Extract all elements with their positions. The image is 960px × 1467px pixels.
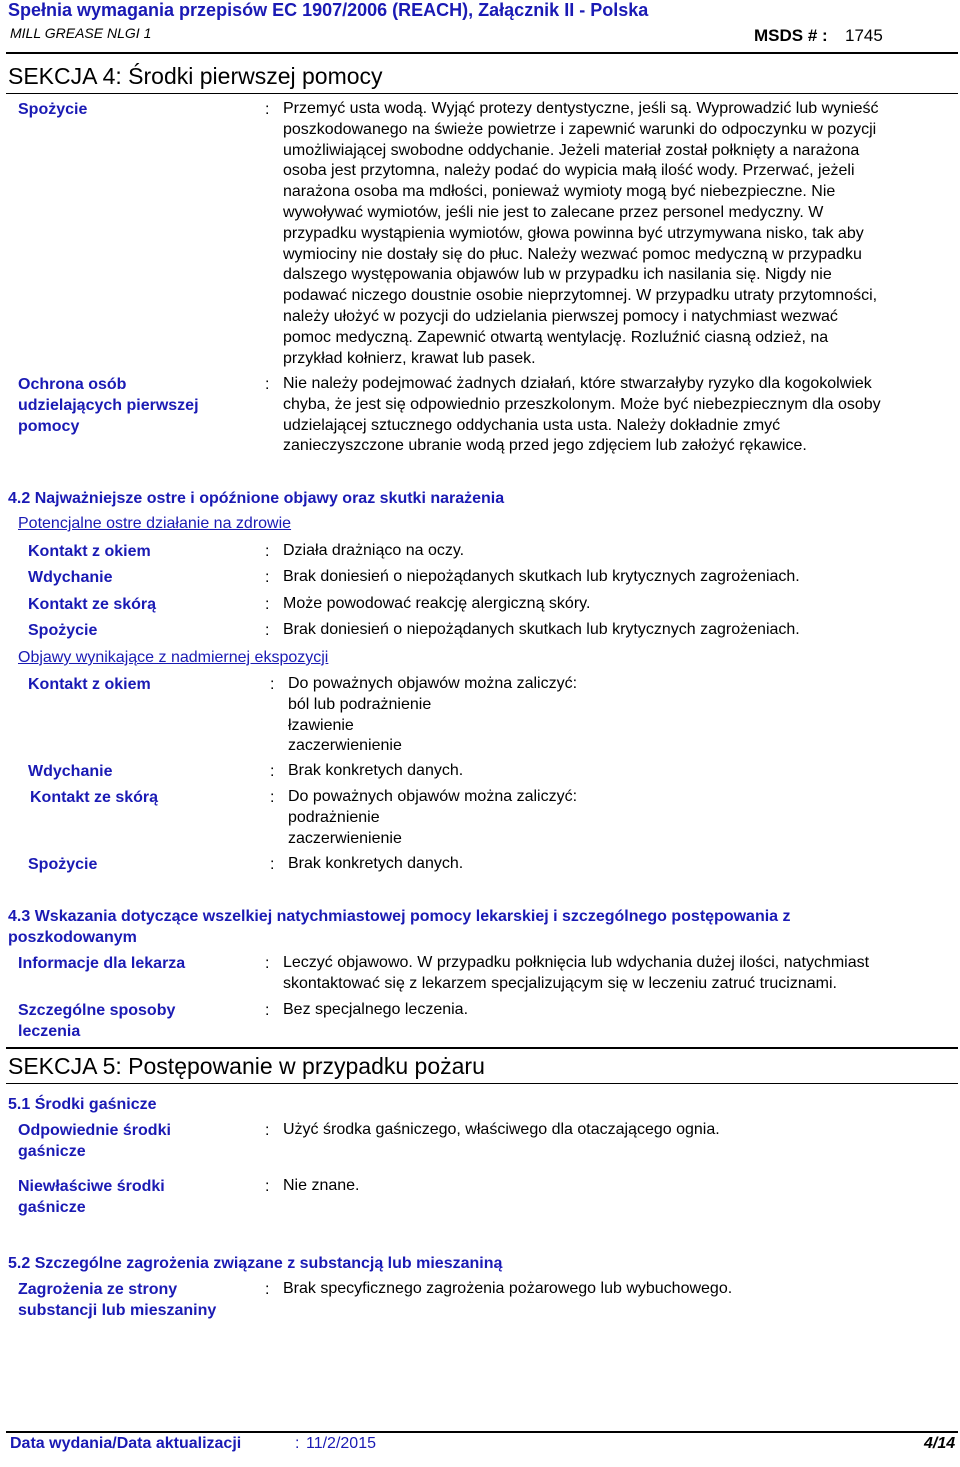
over-inhalation-text: Brak konkretych danych.	[288, 762, 464, 779]
label-line: Zagrożenia ze strony	[18, 1281, 178, 1298]
rescuer-text	[283, 374, 881, 457]
footer-issue-date: 11/2/2015	[306, 1435, 376, 1452]
section-4-title: SEKCJA 4: Środki pierwszej pomocy	[8, 63, 383, 89]
ingestion-text	[283, 99, 878, 369]
msds-number: 1745	[845, 26, 883, 45]
acute-skin-label: Kontakt ze skórą	[28, 596, 157, 613]
text-line: chyba, że jest się odpowiednio przeszkolonym. Może być niebezpiecznym dla osoby	[283, 395, 881, 413]
section-5-top-rule	[6, 1047, 958, 1049]
acute-inhalation-colon: :	[265, 569, 270, 586]
doctor-info-text	[283, 953, 869, 995]
substance-hazards-text: Brak specyficznego zagrożenia pożarowego lub wybuchowego.	[283, 1280, 733, 1297]
acute-effects-heading: Potencjalne ostre działanie na zdrowie	[18, 515, 292, 532]
rescuer-label	[18, 374, 199, 437]
rescuer-colon: :	[265, 376, 270, 393]
acute-ingestion-label: Spożycie	[28, 622, 98, 639]
over-ingestion-label: Spożycie	[28, 856, 98, 873]
overexposure-heading: Objawy wynikające z nadmiernej ekspozycji	[18, 649, 329, 666]
product-name: MILL GREASE NLGI 1	[10, 25, 152, 41]
text-line: podrażnienie	[288, 808, 380, 826]
footer-issue-date-label: Data wydania/Data aktualizacji	[10, 1435, 242, 1452]
over-ingestion-text: Brak konkretych danych.	[288, 855, 464, 872]
text-line: przykład kołnierz, krawat lub pasek.	[283, 349, 536, 367]
label-line: Szczególne sposoby	[18, 1002, 176, 1019]
ingestion-label: Spożycie	[18, 101, 88, 118]
text-line: Do poważnych objawów można zaliczyć:	[288, 675, 578, 692]
over-skin-colon: :	[270, 789, 275, 806]
section-4-rule	[6, 93, 958, 94]
subsection-4-3-title	[8, 906, 791, 948]
substance-hazards-colon: :	[265, 1281, 270, 1298]
text-line: poszkodowanego na świeże powietrze i zapewnić warunki do odpoczynku w pozycji	[283, 120, 877, 138]
label-line: substancji lub mieszaniny	[18, 1302, 217, 1319]
text-line: łzawienie	[288, 716, 354, 734]
text-line: udzielającej sztucznego oddychania usta usta. Należy dokładnie zmyć	[283, 416, 781, 434]
text-line: wymiociny nie dostały się do płuc. Należy wezwać pomoc medyczną w przypadku	[283, 245, 862, 263]
text-line: przypadku wystąpienia wymiotów, głowa powinna być utrzymywana nisko, tak aby	[283, 224, 864, 242]
acute-ingestion-colon: :	[265, 622, 270, 639]
acute-skin-text: Może powodować reakcję alergiczną skóry.	[283, 595, 591, 612]
subsection-5-2-title: 5.2 Szczególne zagrożenia związane z substancją lub mieszaniną	[8, 1255, 503, 1272]
over-eye-label: Kontakt z okiem	[28, 676, 151, 693]
substance-hazards-label	[18, 1279, 216, 1321]
msds-label: MSDS # :	[754, 26, 828, 45]
subsection-4-2-title: 4.2 Najważniejsze ostre i opóźnione objawy oraz skutki narażenia	[8, 490, 505, 507]
unsuitable-media-colon: :	[265, 1178, 270, 1195]
section-5-title: SEKCJA 5: Postępowanie w przypadku pożaru	[8, 1053, 485, 1079]
text-line: pomoc medyczną. Zapewnić otwartą wentylację. Rozluźnić ciasną odzież, na	[283, 328, 829, 346]
acute-eye-label: Kontakt z okiem	[28, 543, 151, 560]
over-ingestion-colon: :	[270, 856, 275, 873]
over-skin-text	[288, 787, 577, 849]
over-inhalation-label: Wdychanie	[28, 763, 113, 780]
label-line: Ochrona osób	[18, 376, 127, 393]
doctor-info-colon: :	[265, 955, 270, 972]
suitable-media-colon: :	[265, 1122, 270, 1139]
header-rule	[6, 52, 958, 54]
acute-eye-colon: :	[265, 543, 270, 560]
label-line: pomocy	[18, 418, 80, 435]
label-line: Niewłaściwe środki	[18, 1178, 165, 1195]
special-treatment-label	[18, 1000, 175, 1042]
acute-ingestion-text: Brak doniesień o niepożądanych skutkach lub krytycznych zagrożeniach.	[283, 621, 800, 638]
text-line: ból lub podrażnienie	[288, 695, 432, 713]
suitable-media-text: Użyć środka gaśniczego, właściwego dla otaczającego ognia.	[283, 1121, 720, 1138]
label-line: gaśnicze	[18, 1143, 86, 1160]
label-line: Odpowiednie środki	[18, 1122, 171, 1139]
acute-inhalation-text: Brak doniesień o niepożądanych skutkach lub krytycznych zagrożeniach.	[283, 568, 800, 585]
text-line: wywoływać wymiotów, jeśli nie jest to zalecane przez personel medyczny. W	[283, 203, 824, 221]
over-skin-label: Kontakt ze skórą	[30, 789, 159, 806]
subsection-5-1-title: 5.1 Środki gaśnicze	[8, 1096, 157, 1113]
acute-skin-colon: :	[265, 596, 270, 613]
acute-eye-text: Działa drażniąco na oczy.	[283, 542, 465, 559]
label-line: udzielających pierwszej	[18, 397, 199, 414]
text-line: Do poważnych objawów można zaliczyć:	[288, 788, 578, 805]
text-line: zanieczyszczone ubranie wodą przed jego zdjęciem lub założyć rękawice.	[283, 437, 807, 455]
doctor-info-label: Informacje dla lekarza	[18, 955, 186, 972]
text-line: Leczyć objawowo. W przypadku połknięcia lub wdychania dużej ilości, natychmiast	[283, 954, 870, 971]
footer-page-number: 4/14	[924, 1435, 956, 1452]
over-inhalation-colon: :	[270, 763, 275, 780]
suitable-media-label	[18, 1120, 171, 1162]
unsuitable-media-label	[18, 1176, 165, 1218]
over-eye-colon: :	[270, 676, 275, 693]
footer-colon: :	[295, 1435, 300, 1452]
text-line: osoba jest przytomna, należy podać do wypicia małą ilość wody. Przerwać, jeżeli	[283, 162, 855, 180]
text-line: należy ułożyć w pozycji do udzielania pierwszej pomocy i natychmiast wezwać	[283, 307, 838, 325]
text-line: Przemyć usta wodą. Wyjąć protezy dentystyczne, jeśli są. Wyprowadzić lub wynieść	[283, 100, 879, 117]
text-line: Nie należy podejmować żadnych działań, które stwarzałyby ryzyko dla kogokolwiek	[283, 375, 872, 392]
unsuitable-media-text: Nie znane.	[283, 1177, 360, 1194]
text-line: podawać niczego doustnie osobie nieprzytomnej. W przypadku utraty przytomności,	[283, 287, 878, 305]
section-5-rule	[6, 1083, 958, 1084]
text-line: zaczerwienienie	[288, 737, 402, 755]
acute-inhalation-label: Wdychanie	[28, 569, 113, 586]
heading-line: 4.3 Wskazania dotyczące wszelkiej natychmiastowej pomocy lekarskiej i szczególnego postępowania z	[8, 908, 791, 925]
text-line: dalszego występowania objawów lub w przypadku ich nasilania się. Nigdy nie	[283, 266, 832, 284]
text-line: zaczerwienienie	[288, 829, 402, 847]
ingestion-colon: :	[265, 101, 270, 118]
special-treatment-colon: :	[265, 1002, 270, 1019]
text-line: narażona osoba ma mdłości, ponieważ wymioty mogą być niebezpieczne. Nie	[283, 183, 836, 201]
special-treatment-text: Bez specjalnego leczenia.	[283, 1001, 469, 1018]
heading-line: poszkodowanym	[8, 929, 137, 946]
text-line: skontaktować się z lekarzem specjalizującym się w leczeniu zatruć truciznami.	[283, 974, 837, 992]
document-header-title: Spełnia wymagania przepisów EC 1907/2006 (REACH), Załącznik II - Polska	[8, 0, 649, 20]
text-line: umożliwiającej swobodne oddychanie. Jeżeli materiał został połknięty a narażona	[283, 141, 860, 159]
over-eye-text	[288, 674, 577, 757]
label-line: gaśnicze	[18, 1199, 86, 1216]
label-line: leczenia	[18, 1023, 81, 1040]
